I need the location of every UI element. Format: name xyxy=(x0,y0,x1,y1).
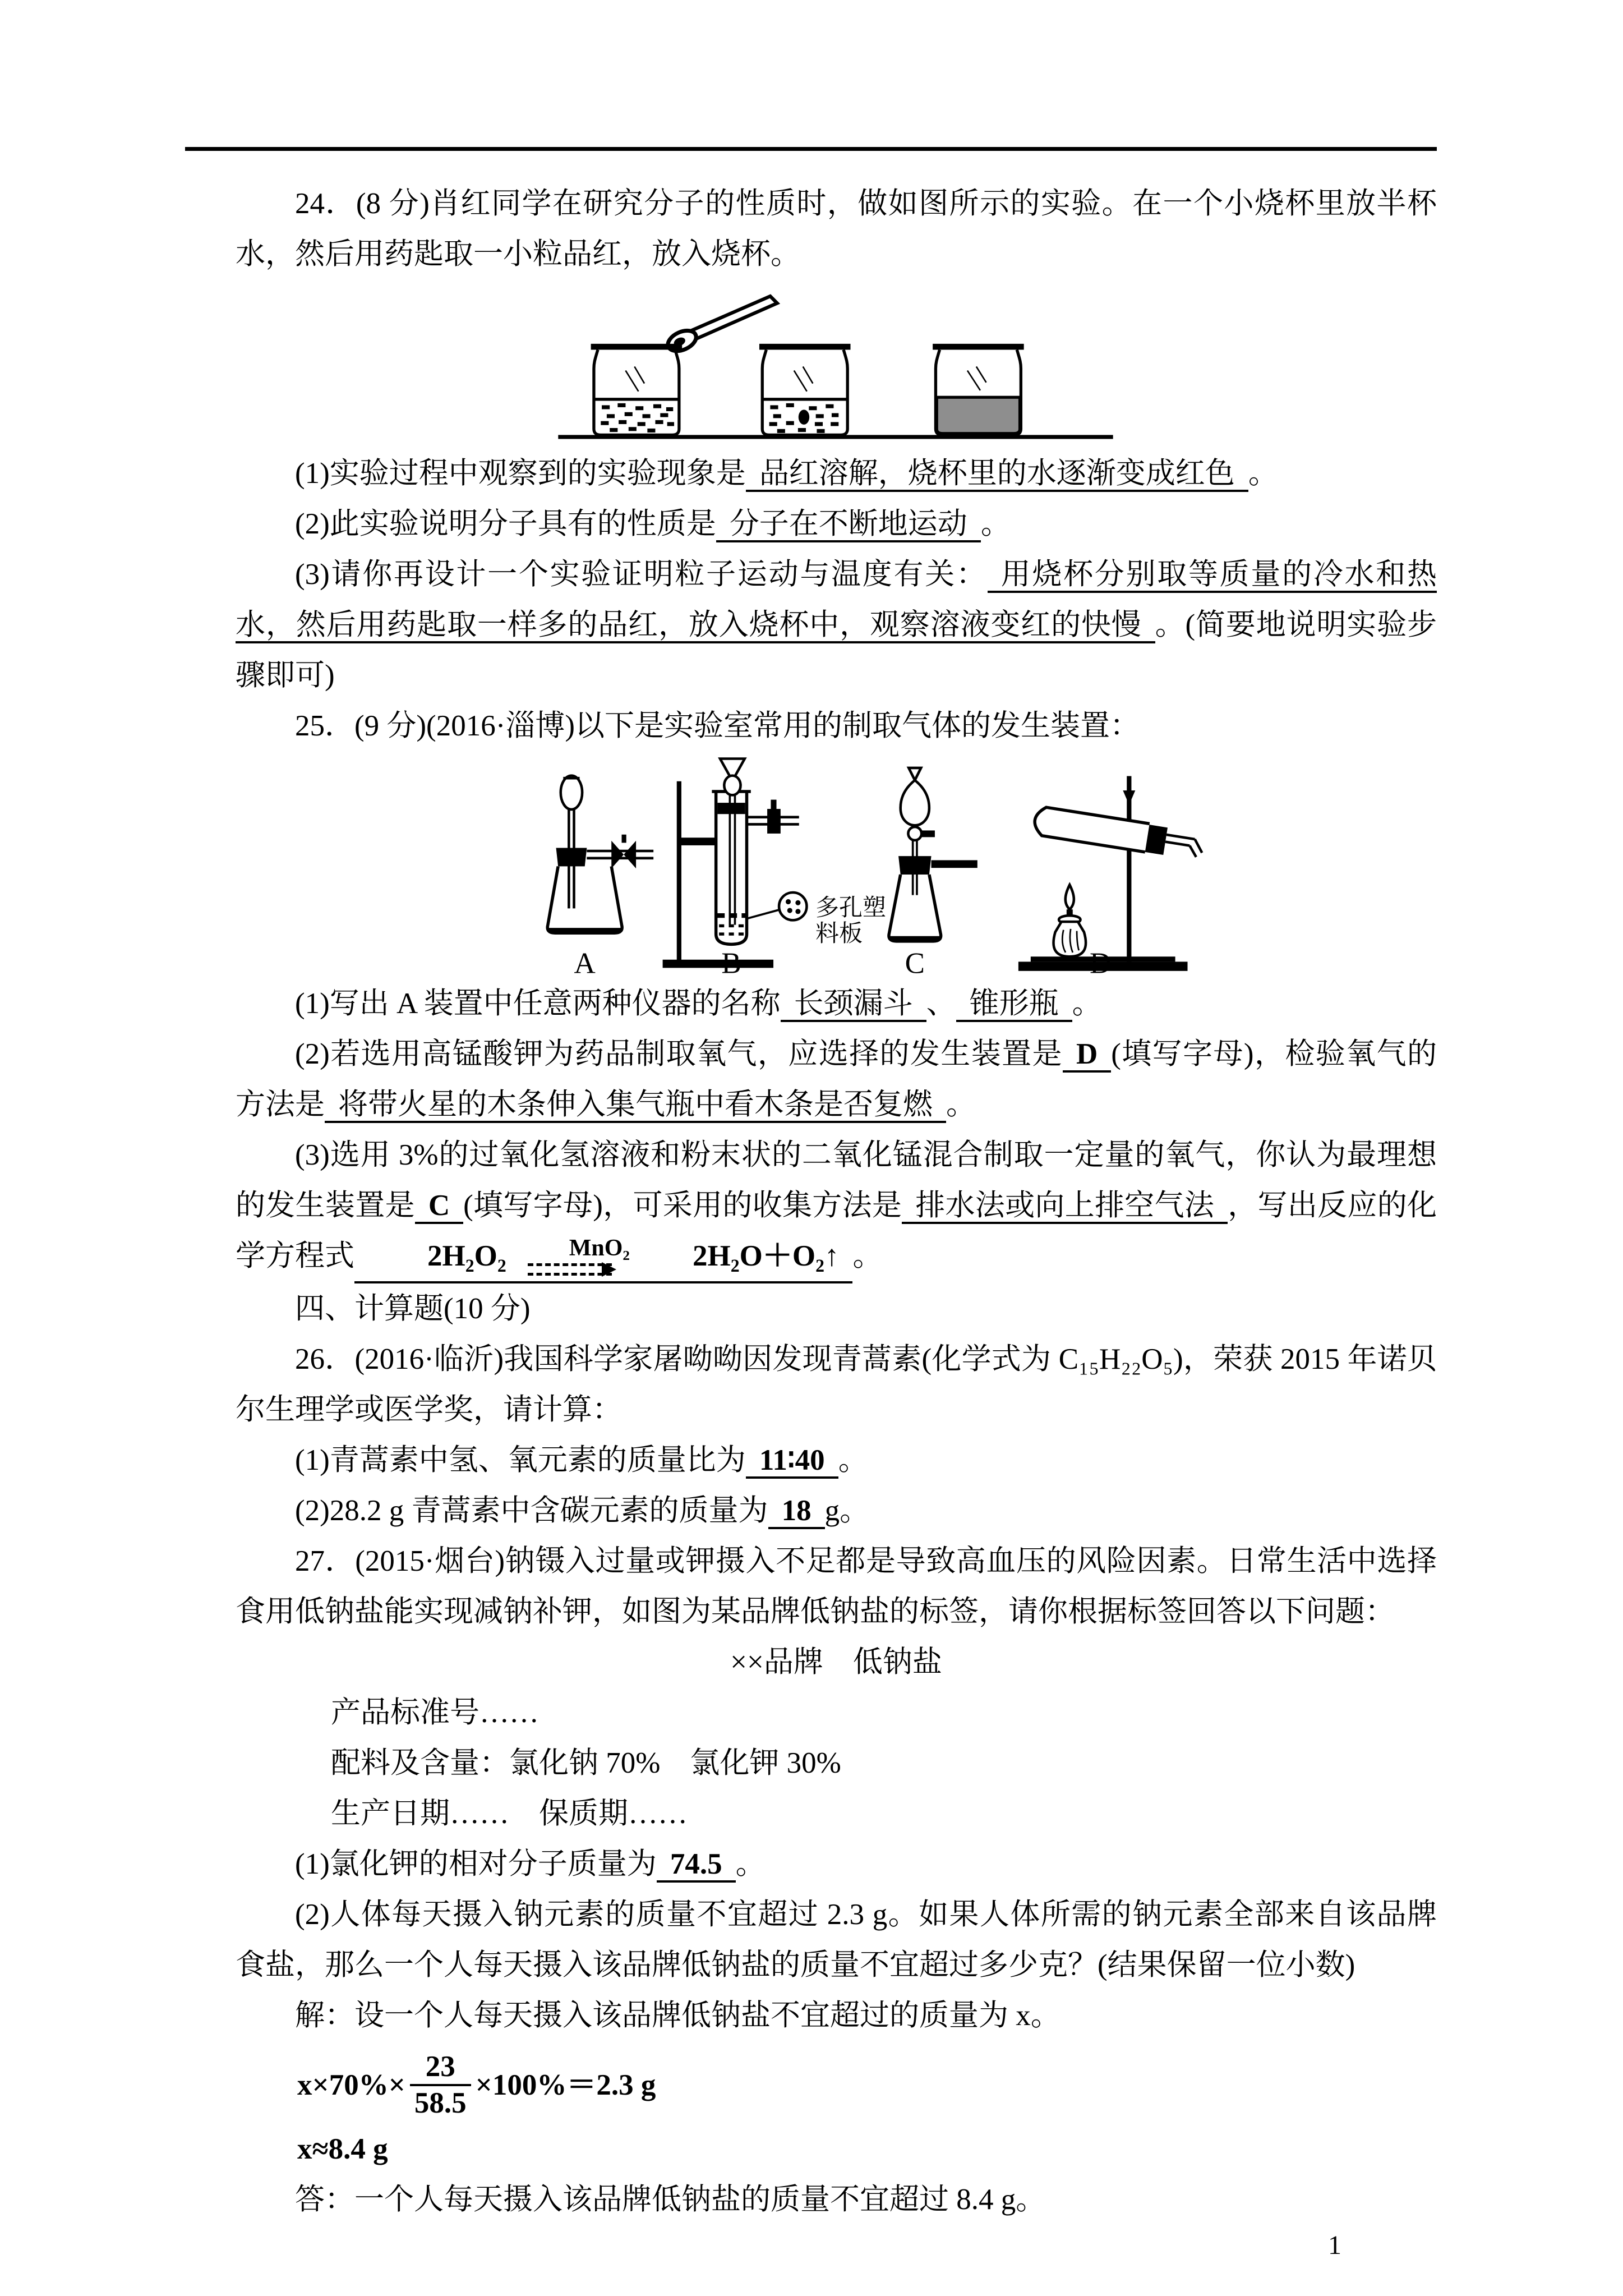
q25-part1-answer2: 锥形瓶 xyxy=(956,987,1072,1022)
beaker-experiment-diagram xyxy=(538,287,1133,446)
q25-part3-answer2: 排水法或向上排空气法 xyxy=(902,1189,1228,1224)
q27-part1-text: (1)氯化钾的相对分子质量为 xyxy=(295,1848,657,1880)
stopcock xyxy=(767,809,781,834)
fraction-numerator: 23 xyxy=(425,2050,455,2083)
reaction-arrow-icon xyxy=(528,1263,612,1276)
q26-part1-tail: 。 xyxy=(838,1444,868,1476)
q25-part3-mid2: ，写出反应的化学方程式 xyxy=(236,1189,1437,1272)
flame xyxy=(1066,885,1074,909)
alcohol-lamp xyxy=(1054,885,1086,956)
reaction-tube xyxy=(716,792,747,944)
q24-part2-text: (2)此实验说明分子具有的性质是 xyxy=(295,508,716,540)
catalyst-label: MnO₂ xyxy=(569,1235,630,1261)
test-tube xyxy=(1032,806,1205,861)
salt-label-ingredients: 配料及含量：氯化钠 70% 氯化钾 30% xyxy=(331,1747,841,1779)
clamp xyxy=(1123,790,1135,805)
q25-part2-tail: 。 xyxy=(946,1088,976,1121)
q24-part2-answer: 分子在不断地运动 xyxy=(716,508,981,542)
plate-face xyxy=(779,892,806,920)
q25-part3-mid1: (填写字母)，可采用的收集方法是 xyxy=(463,1189,902,1222)
q26-part2-answer: 18 xyxy=(768,1494,825,1529)
q27-part1-answer: 74.5 xyxy=(657,1848,736,1883)
gas-generator-diagram xyxy=(516,756,1234,976)
apparatus-label-D: D xyxy=(1089,947,1112,976)
conical-flask xyxy=(547,866,622,933)
q27-stem: 27．(2015·烟台)钠镊入过量或钾摄入不足都是导致高血压的风险因素。日常生活中选择食用低钠盐能实现减钠补钾，如图为某品牌低钠盐的标签，请你根据标签回答以下问题： xyxy=(236,1545,1437,1628)
q26-part1-answer: 11∶40 xyxy=(746,1444,838,1479)
salt-label-title: ××品牌 低钠盐 xyxy=(730,1646,942,1678)
q24-stem: 24．(8 分)肖红同学在研究分子的性质时，做如图所示的实验。在一个小烧杯里放半杯水，然后用药匙取一小粒品红，放入烧杯。 xyxy=(236,187,1437,270)
q27-solution-formula xyxy=(297,2050,1437,2120)
q25-part3-answer1: C xyxy=(415,1189,463,1224)
q25-part3-tail: 。 xyxy=(852,1240,883,1272)
page-number: 1 xyxy=(1328,2230,1341,2260)
q24-part1-tail: 。 xyxy=(1248,457,1278,490)
q27-solution-setup: 解：设一个人每天摄入该品牌低钠盐不宜超过的质量为 x。 xyxy=(295,1999,1061,2032)
q24-part3-text: (3)请你再设计一个实验证明粒子运动与温度有关： xyxy=(295,558,988,591)
apparatus-B xyxy=(663,758,886,968)
q26-part1 xyxy=(236,1435,1437,1485)
delivery-tube xyxy=(932,860,978,868)
q26-part2 xyxy=(236,1485,1437,1536)
q24-part1-text: (1)实验过程中观察到的实验现象是 xyxy=(295,457,746,490)
q27-solution-conclusion: 答：一个人每天摄入该品牌低钠盐的质量不宜超过 8.4 g。 xyxy=(295,2183,1046,2216)
apparatus-label-C: C xyxy=(905,947,925,976)
plate-label-line1: 多孔塑 xyxy=(815,895,887,922)
beaker-3 xyxy=(933,344,1024,435)
beaker-2 xyxy=(759,344,851,435)
q27-part1-tail: 。 xyxy=(735,1848,766,1880)
q25-part3-text: (3)选用 3%的过氧化氢溶液和粉末状的二氧化锰混合制取一定量的氧气，你认为最理想的发生装置是 xyxy=(236,1139,1437,1222)
document-content xyxy=(236,178,1437,2225)
salt-label-dates: 生产日期…… 保质期…… xyxy=(331,1797,688,1830)
q24-part3-tail: 。(简要地说明实验步骤即可) xyxy=(236,609,1437,692)
apparatus-A xyxy=(547,776,653,933)
q27-solution-result: x≈8.4 g xyxy=(297,2132,388,2165)
q26-stem: 26．(2016·临沂)我国科学家屠呦呦因发现青蒿素(化学式为 C₁₅H₂₂O₅)，荣获 2015 年诺贝尔生理学或医学奖，请计算： xyxy=(236,1343,1437,1426)
beaker-1 xyxy=(591,344,683,435)
q25-stem: 25．(9 分)(2016·淄博)以下是实验室常用的制取气体的发生装置： xyxy=(295,710,1140,742)
q27-part1 xyxy=(236,1839,1437,1889)
dropping-funnel xyxy=(901,780,929,825)
rubber-stopper xyxy=(556,848,587,867)
rubber-stopper xyxy=(898,856,931,875)
q24-part2-tail: 。 xyxy=(980,508,1011,540)
apparatus-label-A: A xyxy=(574,947,596,976)
formula-fraction xyxy=(410,2050,471,2120)
q24-part3-answer: 用烧杯分别取等质量的冷水和热水，然后用药匙取一样多的品红，放入烧杯中，观察溶液变红的快慢 xyxy=(236,558,1437,643)
apparatus-C xyxy=(889,768,978,941)
section-calc-title: 四、计算题(10 分) xyxy=(295,1292,531,1325)
q24-part3 xyxy=(236,549,1437,701)
q25-part1 xyxy=(236,978,1437,1029)
q25-part2-mid: (填写字母)，检验氧气的方法是 xyxy=(236,1038,1437,1121)
q24-part2 xyxy=(236,499,1437,549)
fraction-denominator: 58.5 xyxy=(410,2084,471,2120)
q25-part2-answer1: D xyxy=(1063,1038,1111,1073)
header-rule xyxy=(185,147,1437,151)
q25-part3 xyxy=(236,1130,1437,1283)
q25-part1-tail: 。 xyxy=(1072,987,1102,1020)
q25-part1-text: (1)写出 A 装置中任意两种仪器的名称 xyxy=(295,987,781,1020)
q24-figure-beakers xyxy=(538,287,1437,446)
q26-part1-text: (1)青蒿素中氢、氧元素的质量比为 xyxy=(295,1444,746,1476)
equation-product: 2H₂O＋O₂↑ xyxy=(693,1240,840,1272)
formula-prefix: x×70%× xyxy=(297,2068,405,2101)
q25-part2-text: (2)若选用高锰酸钾为药品制取氧气，应选择的发生装置是 xyxy=(295,1038,1063,1070)
q25-part2-answer2: 将带火星的木条伸入集气瓶中看木条是否复燃 xyxy=(325,1088,946,1123)
stand-base xyxy=(663,960,773,968)
q25-part1-answer1: 长颈漏斗 xyxy=(781,987,926,1022)
colored-solution xyxy=(937,397,1020,433)
q26-part2-tail: g。 xyxy=(824,1494,870,1527)
q24-part1 xyxy=(236,448,1437,499)
q24-part1-answer: 品红溶解，烧杯里的水逐渐变成红色 xyxy=(746,457,1248,492)
q25-part2 xyxy=(236,1029,1437,1130)
dye-particle xyxy=(799,409,809,425)
q25-chemical-equation xyxy=(354,1231,852,1283)
clamp xyxy=(679,838,717,845)
salt-label-standard-no: 产品标准号…… xyxy=(331,1696,539,1729)
equation-reactant: 2H₂O₂ xyxy=(427,1240,506,1272)
funnel-stopcock xyxy=(908,827,921,840)
q27-part2: (2)人体每天摄入钠元素的质量不宜超过 2.3 g。如果人体所需的钠元素全部来自该品牌食盐，那么一个人每天摄入该品牌低钠盐的质量不宜超过多少克？(结果保留一位小数) xyxy=(236,1898,1437,1981)
formula-suffix: ×100%＝2.3 g xyxy=(475,2068,656,2101)
apparatus-D xyxy=(1018,776,1205,971)
q25-figure-apparatus xyxy=(516,756,1437,976)
catalyst-arrow xyxy=(510,1236,630,1276)
conical-flask xyxy=(889,875,941,941)
q26-part2-text: (2)28.2 g 青蒿素中含碳元素的质量为 xyxy=(295,1494,768,1527)
plate-label-line2: 料板 xyxy=(815,921,863,947)
q25-part1-sep: 、 xyxy=(926,987,956,1020)
apparatus-label-B: B xyxy=(721,947,741,976)
salt-label xyxy=(236,1637,1437,1839)
